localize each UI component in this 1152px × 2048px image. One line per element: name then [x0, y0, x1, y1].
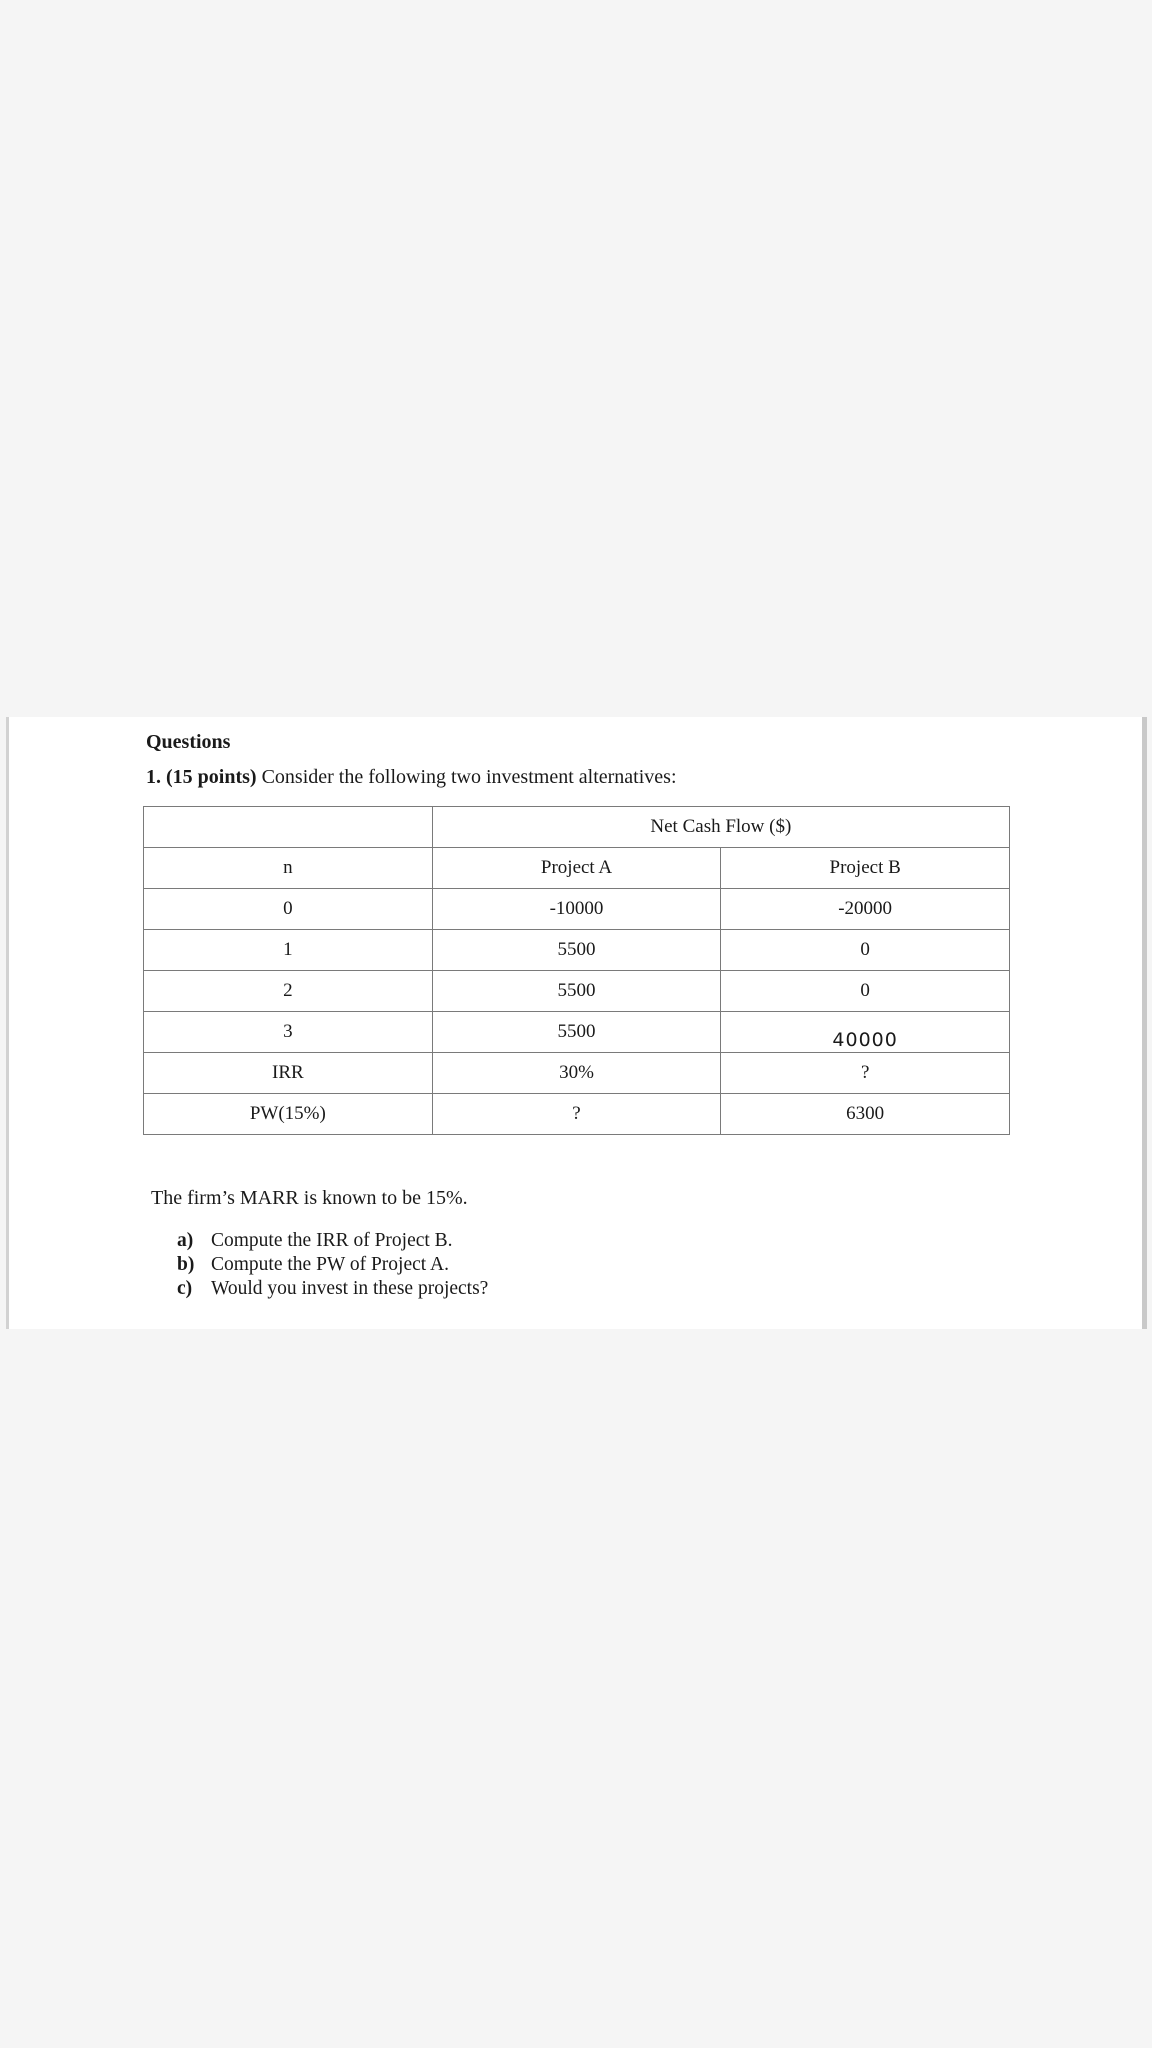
table-row [144, 930, 1010, 971]
table-row [144, 1094, 1010, 1135]
project-a-value: 5500 [432, 971, 721, 1012]
question-text: Consider the following two investment alternatives: [256, 766, 677, 788]
table-header-row [144, 807, 1010, 848]
list-item [177, 1253, 488, 1277]
project-b-value: ? [721, 1053, 1010, 1094]
row-label: 1 [144, 930, 433, 971]
column-header-project-b: Project B [721, 848, 1010, 889]
project-b-value: 0 [721, 930, 1010, 971]
row-label: PW(15%) [144, 1094, 433, 1135]
project-a-value: -10000 [432, 889, 721, 930]
row-label: IRR [144, 1053, 433, 1094]
table-column-row [144, 848, 1010, 889]
project-b-value: 40000 [721, 1012, 1010, 1053]
column-header-project-a: Project A [432, 848, 721, 889]
sub-question-text: Compute the IRR of Project B. [211, 1230, 453, 1251]
project-b-value: -20000 [721, 889, 1010, 930]
section-heading: Questions [146, 731, 231, 753]
sub-question-label: c) [177, 1278, 193, 1299]
table-row [144, 971, 1010, 1012]
row-label: 3 [144, 1012, 433, 1053]
question-prompt [146, 766, 677, 789]
marr-statement: The firm’s MARR is known to be 15%. [151, 1187, 468, 1209]
sub-question-label: b) [177, 1254, 195, 1275]
row-label: 0 [144, 889, 433, 930]
list-item [177, 1277, 488, 1301]
cash-flow-table [143, 806, 1010, 1135]
column-header-n: n [144, 848, 433, 889]
list-item [177, 1229, 488, 1253]
project-b-value: 0 [721, 971, 1010, 1012]
project-a-value: 5500 [432, 930, 721, 971]
table-row [144, 1053, 1010, 1094]
sub-question-list [177, 1229, 488, 1301]
project-a-value: 5500 [432, 1012, 721, 1053]
project-b-value: 6300 [721, 1094, 1010, 1135]
sub-question-text: Compute the PW of Project A. [211, 1254, 449, 1275]
table-row [144, 1012, 1010, 1053]
row-label: 2 [144, 971, 433, 1012]
document-page [6, 717, 1147, 1329]
sub-question-text: Would you invest in these projects? [211, 1278, 489, 1299]
question-number: 1. (15 points) [146, 766, 257, 788]
net-cash-flow-header: Net Cash Flow ($) [432, 807, 1009, 848]
sub-question-label: a) [177, 1230, 194, 1251]
empty-header-cell [144, 807, 433, 848]
table-row [144, 889, 1010, 930]
project-a-value: 30% [432, 1053, 721, 1094]
project-a-value: ? [432, 1094, 721, 1135]
